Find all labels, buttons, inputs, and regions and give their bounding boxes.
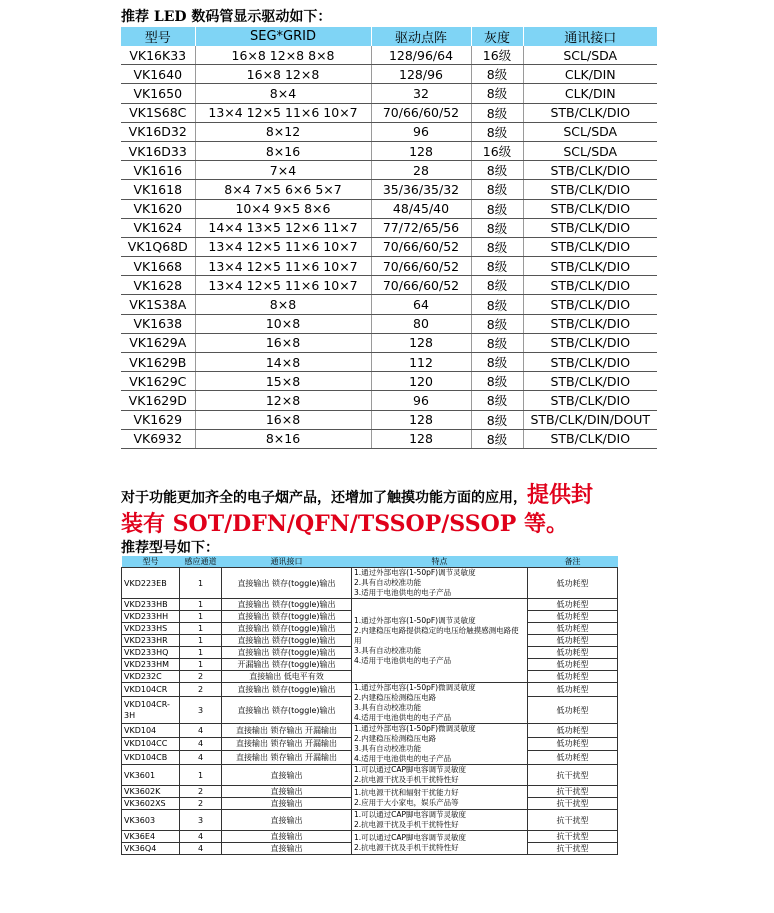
table-cell: VK16K33 — [121, 46, 195, 65]
table-cell: 8×4 7×5 6×6 5×7 — [195, 180, 371, 199]
channel-cell: 2 — [180, 798, 222, 810]
table-row — [121, 237, 657, 256]
table-cell: VK1638 — [121, 314, 195, 333]
table-row — [121, 257, 657, 276]
table-cell: STB/CLK/DIO — [523, 372, 657, 391]
feature-line: 3.适用于电池供电的电子产品 — [354, 588, 452, 597]
note-cell: 抗干扰型 — [528, 810, 618, 831]
table-cell: 8级 — [471, 257, 523, 276]
column-header: SEG*GRID — [195, 27, 371, 46]
table-cell: 10×4 9×5 8×6 — [195, 199, 371, 218]
table-row — [121, 410, 657, 429]
table-cell: VK16D33 — [121, 141, 195, 160]
table-cell: STB/CLK/DIO — [523, 218, 657, 237]
table-cell: 16×8 12×8 — [195, 65, 371, 84]
table-cell: 32 — [371, 84, 471, 103]
table-row — [122, 810, 618, 831]
led-driver-heading: 推荐 LED 数码管显示驱动如下： — [121, 9, 332, 25]
note-cell: 低功耗型 — [528, 623, 618, 635]
model-cell: VKD223EB — [122, 568, 180, 599]
table-cell: 8级 — [471, 218, 523, 237]
feature-line: 1.抗电源干扰和辐射干扰能力好 — [354, 787, 459, 797]
interface-cell: 开漏输出 锁存(toggle)输出 — [222, 659, 352, 671]
table-cell: 10×8 — [195, 314, 371, 333]
table-cell: 35/36/35/32 — [371, 180, 471, 199]
paragraph-highlight: 提供封 — [527, 482, 594, 508]
table-cell: STB/CLK/DIO — [523, 353, 657, 372]
note-cell: 低功耗型 — [528, 635, 618, 647]
interface-cell: 直接输出 锁存(toggle)输出 — [222, 611, 352, 623]
table-row — [121, 333, 657, 352]
channel-cell: 4 — [180, 831, 222, 843]
note-cell: 低功耗型 — [528, 724, 618, 738]
column-header: 特点 — [352, 556, 528, 568]
table-row — [122, 765, 618, 786]
feature-line: 2.内建稳压检测稳压电路 — [354, 734, 437, 743]
model-cell: VK3603 — [122, 810, 180, 831]
table-cell: 12×8 — [195, 391, 371, 410]
table-row — [121, 161, 657, 180]
note-cell: 低功耗型 — [528, 671, 618, 683]
package-list-highlight: 装有 SOT/DFN/QFN/TSSOP/SSOP 等。 — [121, 511, 568, 537]
table-cell: 16×8 — [195, 410, 371, 429]
model-cell: VKD233HS — [122, 623, 180, 635]
table-row — [121, 353, 657, 372]
table-cell: 8×16 — [195, 429, 371, 448]
table-cell: 8×16 — [195, 141, 371, 160]
table-row — [121, 295, 657, 314]
table-cell: VK1Q68D — [121, 237, 195, 256]
table-cell: 120 — [371, 372, 471, 391]
table-cell: 13×4 12×5 11×6 10×7 — [195, 237, 371, 256]
table-cell: VK6932 — [121, 429, 195, 448]
column-header: 型号 — [121, 27, 195, 46]
table-cell: 8级 — [471, 65, 523, 84]
channel-cell: 3 — [180, 810, 222, 831]
table-cell: VK1650 — [121, 84, 195, 103]
table-cell: 16×8 — [195, 333, 371, 352]
table-cell: 7×4 — [195, 161, 371, 180]
table-cell: SCL/SDA — [523, 46, 657, 65]
touch-ic-table — [121, 556, 618, 855]
channel-cell: 1 — [180, 599, 222, 611]
feature-line: 2.具有自动校准功能 — [354, 578, 422, 587]
table-cell: VK1624 — [121, 218, 195, 237]
feature-line: 3.具有自动校准功能 — [354, 703, 422, 712]
table-header-row — [122, 556, 618, 568]
feature-line: 1.通过外部电容(1-50pF)微调灵敏度 — [354, 724, 476, 733]
interface-cell: 直接输出 锁存输出 开漏输出 — [222, 737, 352, 751]
model-cell: VKD104 — [122, 724, 180, 738]
column-header: 备注 — [528, 556, 618, 568]
table-row — [121, 65, 657, 84]
table-cell: CLK/DIN — [523, 84, 657, 103]
feature-line: 2.应用于大小家电，娱乐产品等 — [354, 797, 459, 807]
table-cell: STB/CLK/DIO — [523, 257, 657, 276]
column-header: 驱动点阵 — [371, 27, 471, 46]
table-cell: VK1629A — [121, 333, 195, 352]
interface-cell: 直接输出 — [222, 831, 352, 843]
table-cell: 128 — [371, 410, 471, 429]
feature-line: 2.抗电源干扰及手机干扰特性好 — [354, 820, 459, 829]
model-cell: VKD233HQ — [122, 647, 180, 659]
features-cell — [352, 810, 528, 831]
table-row — [121, 103, 657, 122]
note-cell: 抗干扰型 — [528, 843, 618, 855]
touch-recommend-heading: 推荐型号如下： — [121, 540, 219, 556]
feature-line: 2.抗电源干扰及手机干扰特性好 — [354, 775, 459, 784]
channel-cell: 1 — [180, 659, 222, 671]
table-body — [121, 46, 657, 448]
table-cell: 8级 — [471, 122, 523, 141]
channel-cell: 2 — [180, 671, 222, 683]
table-cell: VK1616 — [121, 161, 195, 180]
model-cell: VKD104CC — [122, 737, 180, 751]
note-cell: 抗干扰型 — [528, 798, 618, 810]
table-row — [121, 218, 657, 237]
note-cell: 低功耗型 — [528, 737, 618, 751]
channel-cell: 1 — [180, 647, 222, 659]
table-cell: STB/CLK/DIO — [523, 237, 657, 256]
features-cell — [352, 786, 528, 810]
note-cell: 低功耗型 — [528, 599, 618, 611]
features-cell — [352, 568, 528, 599]
table-cell: STB/CLK/DIO — [523, 180, 657, 199]
feature-line: 4.适用于电池供电的电子产品 — [354, 713, 452, 722]
note-cell: 低功耗型 — [528, 751, 618, 765]
table-row — [122, 724, 618, 738]
model-cell: VKD233HR — [122, 635, 180, 647]
table-cell: VK1640 — [121, 65, 195, 84]
table-cell: 8级 — [471, 276, 523, 295]
features-cell — [352, 765, 528, 786]
note-cell: 低功耗型 — [528, 647, 618, 659]
table-cell: 8级 — [471, 161, 523, 180]
table-cell: 64 — [371, 295, 471, 314]
interface-cell: 直接输出 锁存输出 开漏输出 — [222, 751, 352, 765]
channel-cell: 4 — [180, 751, 222, 765]
table-cell: 128 — [371, 141, 471, 160]
table-cell: 8级 — [471, 237, 523, 256]
table-cell: VK1629C — [121, 372, 195, 391]
interface-cell: 直接输出 — [222, 786, 352, 798]
table-cell: STB/CLK/DIO — [523, 314, 657, 333]
table-cell: 8级 — [471, 353, 523, 372]
interface-cell: 直接输出 — [222, 810, 352, 831]
table-cell: 13×4 12×5 11×6 10×7 — [195, 276, 371, 295]
table-cell: 8级 — [471, 391, 523, 410]
table-cell: 8×4 — [195, 84, 371, 103]
table-cell: VK1629D — [121, 391, 195, 410]
note-cell: 低功耗型 — [528, 568, 618, 599]
note-cell: 低功耗型 — [528, 697, 618, 724]
model-cell: VKD232C — [122, 671, 180, 683]
interface-cell: 直接输出 锁存(toggle)输出 — [222, 697, 352, 724]
model-cell: VK36E4 — [122, 831, 180, 843]
table-cell: 96 — [371, 122, 471, 141]
table-cell: VK1629B — [121, 353, 195, 372]
interface-cell: 直接输出 — [222, 843, 352, 855]
features-cell — [352, 724, 528, 765]
channel-cell: 4 — [180, 724, 222, 738]
column-header: 灰度 — [471, 27, 523, 46]
table-cell: 16级 — [471, 46, 523, 65]
channel-cell: 1 — [180, 623, 222, 635]
channel-cell: 1 — [180, 765, 222, 786]
table-cell: SCL/SDA — [523, 122, 657, 141]
table-cell: 8级 — [471, 314, 523, 333]
table-cell: VK1S38A — [121, 295, 195, 314]
table-row — [121, 429, 657, 448]
touch-intro-paragraph — [121, 478, 593, 509]
interface-cell: 直接输出 锁存输出 开漏输出 — [222, 724, 352, 738]
interface-cell: 直接输出 锁存(toggle)输出 — [222, 647, 352, 659]
note-cell: 抗干扰型 — [528, 786, 618, 798]
table-cell: STB/CLK/DIO — [523, 333, 657, 352]
table-cell: 8级 — [471, 429, 523, 448]
table-cell: 14×8 — [195, 353, 371, 372]
feature-line: 1.通过外部电容(1-50pF)调节灵敏度 — [354, 568, 476, 577]
column-header: 感应通道 — [180, 556, 222, 568]
model-cell: VK3602XS — [122, 798, 180, 810]
model-cell: VK3601 — [122, 765, 180, 786]
note-cell: 抗干扰型 — [528, 831, 618, 843]
table-cell: 28 — [371, 161, 471, 180]
model-cell: VK3602K — [122, 786, 180, 798]
table-cell: VK1618 — [121, 180, 195, 199]
interface-cell: 直接输出 — [222, 798, 352, 810]
table-cell: 8×12 — [195, 122, 371, 141]
table-cell: STB/CLK/DIO — [523, 276, 657, 295]
table-cell: 112 — [371, 353, 471, 372]
table-cell: STB/CLK/DIO — [523, 391, 657, 410]
table-cell: STB/CLK/DIO — [523, 161, 657, 180]
feature-line: 3.具有自动校准功能 — [354, 645, 422, 655]
table-cell: 8级 — [471, 372, 523, 391]
note-cell: 低功耗型 — [528, 683, 618, 697]
features-cell — [352, 831, 528, 855]
table-body — [122, 568, 618, 855]
table-cell: VK16D32 — [121, 122, 195, 141]
channel-cell: 2 — [180, 683, 222, 697]
model-cell: VKD104CR — [122, 683, 180, 697]
feature-line: 2.抗电源干扰及手机干扰特性好 — [354, 842, 459, 852]
led-driver-table — [121, 27, 657, 449]
channel-cell: 1 — [180, 568, 222, 599]
table-cell: 13×4 12×5 11×6 10×7 — [195, 103, 371, 122]
model-cell: VKD233HB — [122, 599, 180, 611]
table-cell: 16×8 12×8 8×8 — [195, 46, 371, 65]
table-cell: CLK/DIN — [523, 65, 657, 84]
table-cell: 128/96/64 — [371, 46, 471, 65]
channel-cell: 2 — [180, 786, 222, 798]
table-cell: 128 — [371, 333, 471, 352]
table-cell: STB/CLK/DIO — [523, 295, 657, 314]
table-header-row — [121, 27, 657, 46]
table-row — [121, 276, 657, 295]
table-row — [121, 372, 657, 391]
paragraph-text: 对于功能更加齐全的电子烟产品，还增加了触摸功能方面的应用， — [121, 490, 527, 506]
interface-cell: 直接输出 低电平有效 — [222, 671, 352, 683]
table-row — [122, 683, 618, 697]
table-cell: 70/66/60/52 — [371, 257, 471, 276]
table-row — [122, 568, 618, 599]
feature-line: 4.适用于电池供电的电子产品 — [354, 655, 452, 665]
table-cell: SCL/SDA — [523, 141, 657, 160]
table-cell: 128/96 — [371, 65, 471, 84]
table-cell: 70/66/60/52 — [371, 103, 471, 122]
interface-cell: 直接输出 锁存(toggle)输出 — [222, 568, 352, 599]
table-cell: 8级 — [471, 295, 523, 314]
features-cell — [352, 599, 528, 683]
column-header: 型号 — [122, 556, 180, 568]
feature-line: 1.可以通过CAP脚电容调节灵敏度 — [354, 810, 467, 819]
feature-line: 2.内建稳压电路提供稳定的电压给触摸感测电路使用 — [354, 625, 519, 645]
table-row — [121, 314, 657, 333]
table-cell: 8×8 — [195, 295, 371, 314]
table-cell: 8级 — [471, 410, 523, 429]
table-row — [121, 391, 657, 410]
table-cell: 8级 — [471, 103, 523, 122]
model-cell: VKD104CB — [122, 751, 180, 765]
table-cell: 15×8 — [195, 372, 371, 391]
table-cell: 70/66/60/52 — [371, 276, 471, 295]
table-cell: 96 — [371, 391, 471, 410]
table-cell: 8级 — [471, 84, 523, 103]
table-cell: 8级 — [471, 199, 523, 218]
features-cell — [352, 683, 528, 724]
table-row — [121, 122, 657, 141]
table-cell: 128 — [371, 429, 471, 448]
table-cell: STB/CLK/DIO — [523, 199, 657, 218]
model-cell: VK36Q4 — [122, 843, 180, 855]
interface-cell: 直接输出 锁存(toggle)输出 — [222, 635, 352, 647]
note-cell: 低功耗型 — [528, 659, 618, 671]
table-cell: STB/CLK/DIN/DOUT — [523, 410, 657, 429]
channel-cell: 4 — [180, 737, 222, 751]
table-row — [122, 831, 618, 843]
table-cell: STB/CLK/DIO — [523, 429, 657, 448]
interface-cell: 直接输出 锁存(toggle)输出 — [222, 599, 352, 611]
channel-cell: 1 — [180, 635, 222, 647]
interface-cell: 直接输出 锁存(toggle)输出 — [222, 683, 352, 697]
feature-line: 3.具有自动校准功能 — [354, 744, 422, 753]
channel-cell: 3 — [180, 697, 222, 724]
table-cell: 8级 — [471, 180, 523, 199]
table-row — [121, 46, 657, 65]
model-cell: VKD233HH — [122, 611, 180, 623]
model-cell: VKD104CR-3H — [122, 697, 180, 724]
feature-line: 1.可以通过CAP脚电容调节灵敏度 — [354, 765, 467, 774]
channel-cell: 1 — [180, 611, 222, 623]
channel-cell: 4 — [180, 843, 222, 855]
table-cell: 13×4 12×5 11×6 10×7 — [195, 257, 371, 276]
table-cell: VK1629 — [121, 410, 195, 429]
table-row — [121, 84, 657, 103]
table-cell: VK1668 — [121, 257, 195, 276]
feature-line: 1.可以通过CAP脚电容调节灵敏度 — [354, 832, 467, 842]
model-cell: VKD233HM — [122, 659, 180, 671]
note-cell: 低功耗型 — [528, 611, 618, 623]
table-cell: 16级 — [471, 141, 523, 160]
table-row — [122, 786, 618, 798]
table-row — [121, 141, 657, 160]
table-cell: VK1628 — [121, 276, 195, 295]
column-header: 通讯接口 — [222, 556, 352, 568]
table-cell: VK1S68C — [121, 103, 195, 122]
table-cell: 48/45/40 — [371, 199, 471, 218]
column-header: 通讯接口 — [523, 27, 657, 46]
feature-line: 1.通过外部电容(1-50pF)微调灵敏度 — [354, 683, 476, 692]
table-row — [121, 199, 657, 218]
interface-cell: 直接输出 — [222, 765, 352, 786]
feature-line: 2.内建稳压检测稳压电路 — [354, 693, 437, 702]
table-row — [122, 599, 618, 611]
table-cell: 70/66/60/52 — [371, 237, 471, 256]
feature-line: 4.适用于电池供电的电子产品 — [354, 754, 452, 763]
feature-line: 1.通过外部电容(1-50pF)调节灵敏度 — [354, 615, 476, 625]
table-row — [121, 180, 657, 199]
table-cell: 14×4 13×5 12×6 11×7 — [195, 218, 371, 237]
table-cell: 80 — [371, 314, 471, 333]
interface-cell: 直接输出 锁存(toggle)输出 — [222, 623, 352, 635]
table-cell: VK1620 — [121, 199, 195, 218]
table-cell: STB/CLK/DIO — [523, 103, 657, 122]
table-cell: 77/72/65/56 — [371, 218, 471, 237]
table-cell: 8级 — [471, 333, 523, 352]
note-cell: 抗干扰型 — [528, 765, 618, 786]
